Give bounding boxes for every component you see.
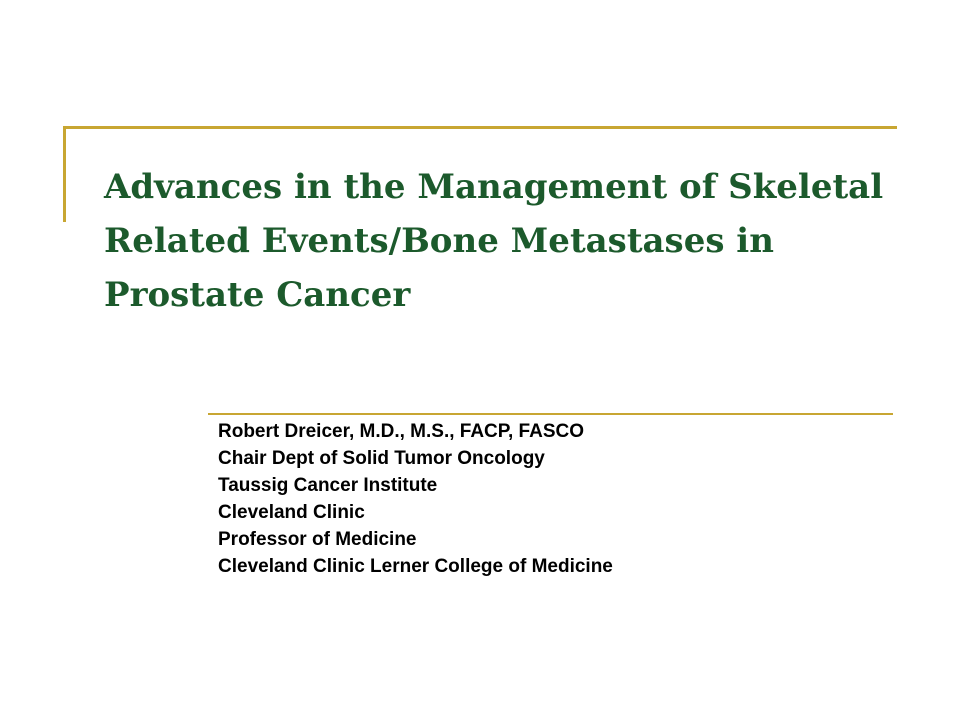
- slide-title-line: Prostate Cancer: [104, 275, 411, 315]
- title-frame-left-rule: [63, 126, 66, 222]
- author-position: Chair Dept of Solid Tumor Oncology: [218, 448, 545, 469]
- slide-title-line: Related Events/Bone Metastases in: [104, 221, 774, 261]
- author-organization: Cleveland Clinic: [218, 502, 365, 523]
- author-name: Robert Dreicer, M.D., M.S., FACP, FASCO: [218, 421, 585, 442]
- subtitle-divider-rule: [208, 413, 893, 415]
- author-academic-title: Professor of Medicine: [218, 529, 417, 550]
- slide-title-line: Advances in the Management of Skeletal: [104, 167, 884, 207]
- slide-title: [104, 160, 904, 322]
- author-institute: Taussig Cancer Institute: [218, 475, 438, 496]
- author-byline: [218, 418, 918, 580]
- author-college: Cleveland Clinic Lerner College of Medicine: [218, 556, 613, 577]
- title-frame-top-rule: [63, 126, 897, 129]
